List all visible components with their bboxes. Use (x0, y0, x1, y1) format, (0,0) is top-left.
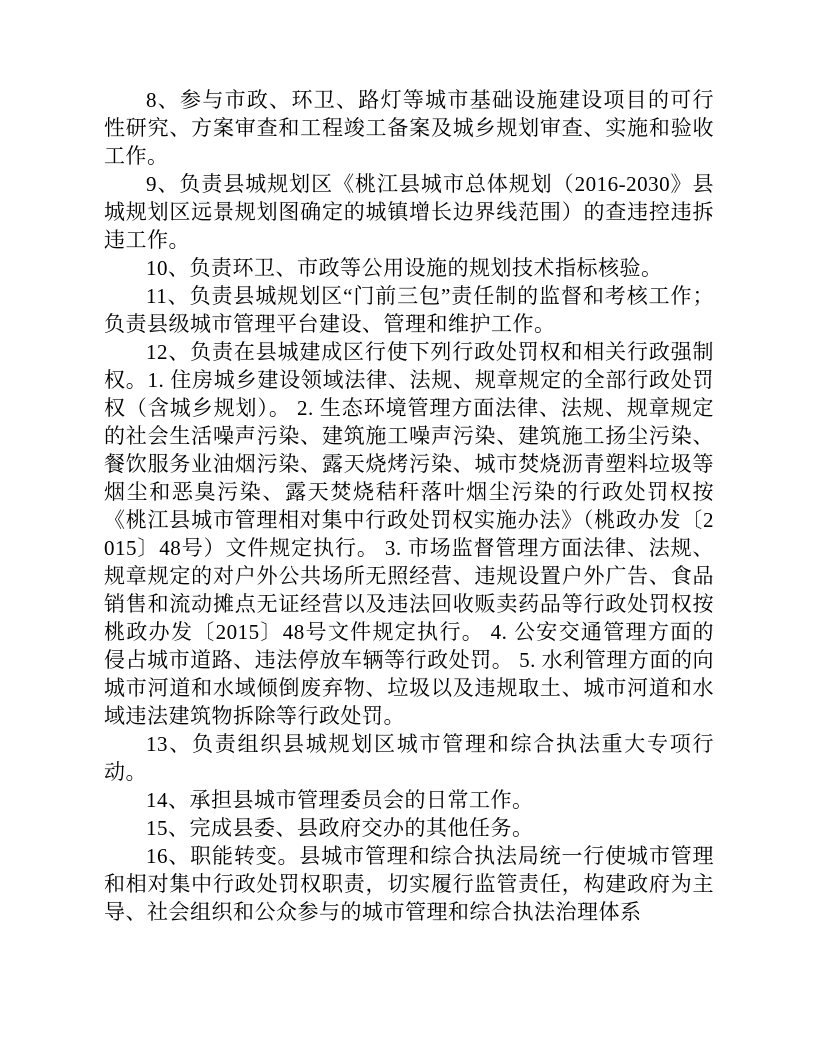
paragraph-item-11: 11、负责县城规划区“门前三包”责任制的监督和考核工作；负责县级城市管理平台建设、管理和维护工作。 (104, 284, 714, 336)
document-body (104, 86, 714, 926)
paragraph-item-9: 9、负责县城规划区《桃江县城市总体规划（2016-2030》县城规划区远景规划图确定的城镇增长边界线范围）的查违控违拆违工作。 (104, 172, 714, 252)
paragraph-item-8: 8、参与市政、环卫、路灯等城市基础设施建设项目的可行性研究、方案审查和工程竣工备案及城乡规划审查、实施和验收工作。 (104, 88, 714, 168)
paragraph-item-14: 14、承担县城市管理委员会的日常工作。 (146, 788, 534, 812)
paragraph-item-12: 12、负责在县城建成区行使下列行政处罚权和相关行政强制权。1. 住房城乡建设领域法律、法规、规章规定的全部行政处罚权（含城乡规划）。 2. 生态环境管理方面法律、法规、规章规定的社会生活噪声污染、建筑施工噪声污染、建筑施工扬尘污染、餐饮服务业油烟污染、露天烧烤污染、城市焚烧沥青塑料垃圾等烟尘和恶臭污染、露天焚烧秸秆落叶烟尘污染的行政处罚权按《桃江县城市管理相对集中行政处罚权实施办法》（桃政办发〔2015〕48号）文件规定执行。 3. 市场监督管理方面法律、法规、规章规定的对户外公共场所无照经营、违规设置户外广告、食品销售和流动摊点无证经营以及违法回收贩卖药品等行政处罚权按桃政办发〔2015〕48号文件规定执行。 4. 公安交通管理方面的侵占城市道路、违法停放车辆等行政处罚。 5. 水利管理方面的向城市河道和水域倾倒废弃物、垃圾以及违规取土、城市河道和水域违法建筑物拆除等行政处罚。 (104, 340, 714, 728)
paragraph-item-10: 10、负责环卫、市政等公用设施的规划技术指标核验。 (146, 256, 663, 280)
paragraph-item-16: 16、职能转变。县城市管理和综合执法局统一行使城市管理和相对集中行政处罚权职责，切实履行监管责任，构建政府为主导、社会组织和公众参与的城市管理和综合执法治理体系 (104, 844, 714, 924)
paragraph-item-15: 15、完成县委、县政府交办的其他任务。 (146, 816, 534, 840)
paragraph-item-13: 13、负责组织县城规划区城市管理和综合执法重大专项行动。 (104, 732, 714, 784)
